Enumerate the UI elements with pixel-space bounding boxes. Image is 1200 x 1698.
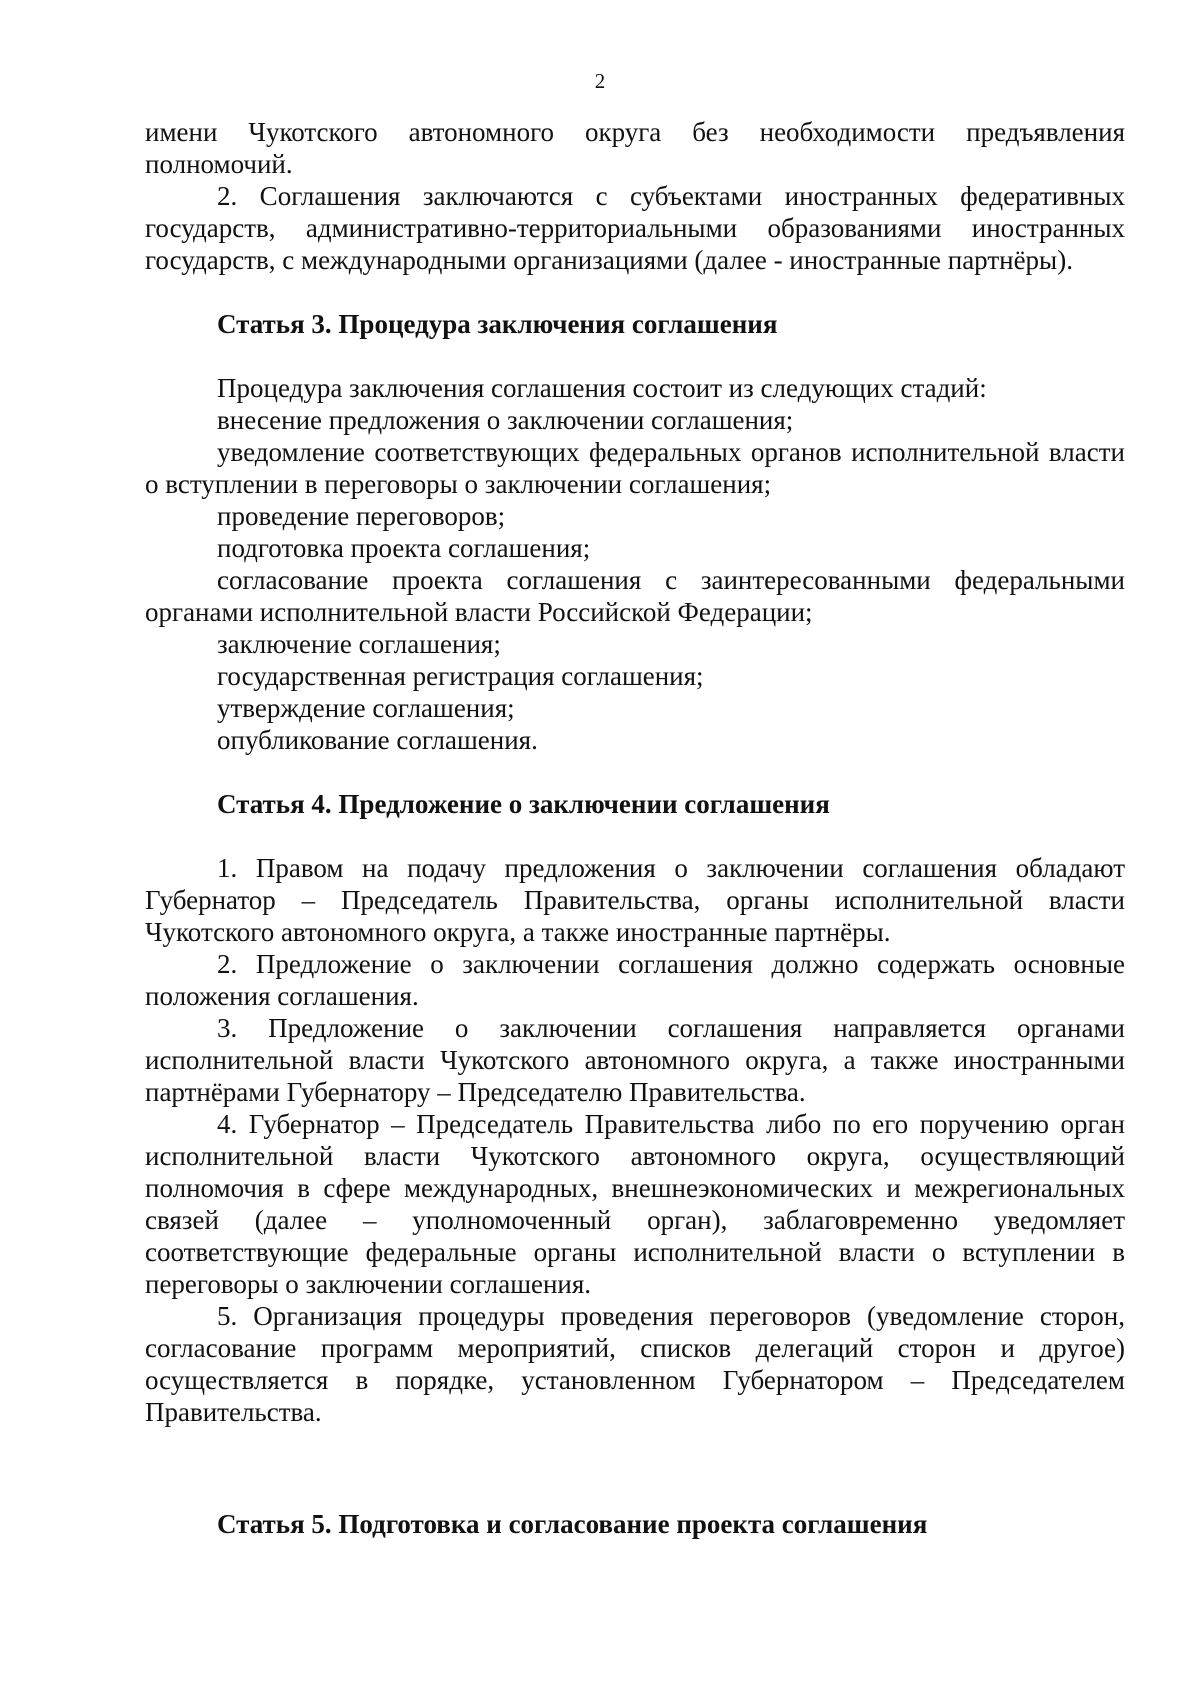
stage-item: подготовка проекта соглашения;: [217, 533, 591, 563]
article-4-item: 2. Предложение о заключении соглашения должно содержать основные положения соглашения.: [145, 949, 1125, 1011]
article-5-heading: Статья 5. Подготовка и согласование проекта соглашения: [217, 1509, 928, 1539]
spacer: [145, 276, 1125, 308]
stage-item: уведомление соответствующих федеральных органов исполнительной власти о вступлении в переговоры о заключении соглашения;: [145, 437, 1125, 499]
article-4-item: 4. Губернатор – Председатель Правительства либо по его поручению орган исполнительной власти Чукотского автономного округа, осуществляющий полномочия в сфере международных, внешнеэкономических и межрегиональных связей (далее – уполномоченный орган), заблаговременно уведомляет соответствующие федеральные органы исполнительной власти о вступлении в переговоры о заключении соглашения.: [145, 1109, 1125, 1299]
page-number: 2: [594, 69, 606, 93]
article-4-item: 5. Организация процедуры проведения переговоров (уведомление сторон, согласование программ мероприятий, списков делегаций сторон и другое) осуществляется в порядке, установленном Губернатором – Председателем Правительства.: [145, 1301, 1125, 1427]
article-3-intro: Процедура заключения соглашения состоит из следующих стадий:: [217, 373, 987, 403]
article-4-item: 1. Правом на подачу предложения о заключении соглашения обладают Губернатор – Председатель Правительства, органы исполнительной власти Чукотского автономного округа, а также иностранные партнёры.: [145, 853, 1125, 947]
spacer: [145, 340, 1125, 372]
stage-item: утверждение соглашения;: [217, 693, 515, 723]
article-3-heading: Статья 3. Процедура заключения соглашения: [217, 309, 778, 339]
document-body: [145, 115, 1125, 1540]
stage-item: государственная регистрация соглашения;: [217, 661, 704, 691]
paragraph-continuation: имени Чукотского автономного округа без необходимости предъявления полномочий.: [145, 117, 1125, 179]
stage-item: проведение переговоров;: [217, 501, 506, 531]
stage-item: внесение предложения о заключении соглашения;: [217, 405, 794, 435]
article-4-heading: Статья 4. Предложение о заключении соглашения: [217, 789, 830, 819]
spacer: [145, 820, 1125, 852]
stage-item: согласование проекта соглашения с заинтересованными федеральными органами исполнительной власти Российской Федерации;: [145, 565, 1125, 627]
stage-item: заключение соглашения;: [217, 629, 501, 659]
article-4-item: 3. Предложение о заключении соглашения направляется органами исполнительной власти Чукотского автономного округа, а также иностранными партнёрами Губернатору – Председателю Правительства.: [145, 1013, 1125, 1107]
spacer: [145, 1428, 1125, 1508]
spacer: [145, 756, 1125, 788]
stage-item: опубликование соглашения.: [217, 725, 538, 755]
paragraph-item-2: 2. Соглашения заключаются с субъектами иностранных федеративных государств, административно-территориальными образованиями иностранных государств, с международными организациями (далее - иностранные партнёры).: [145, 181, 1125, 275]
